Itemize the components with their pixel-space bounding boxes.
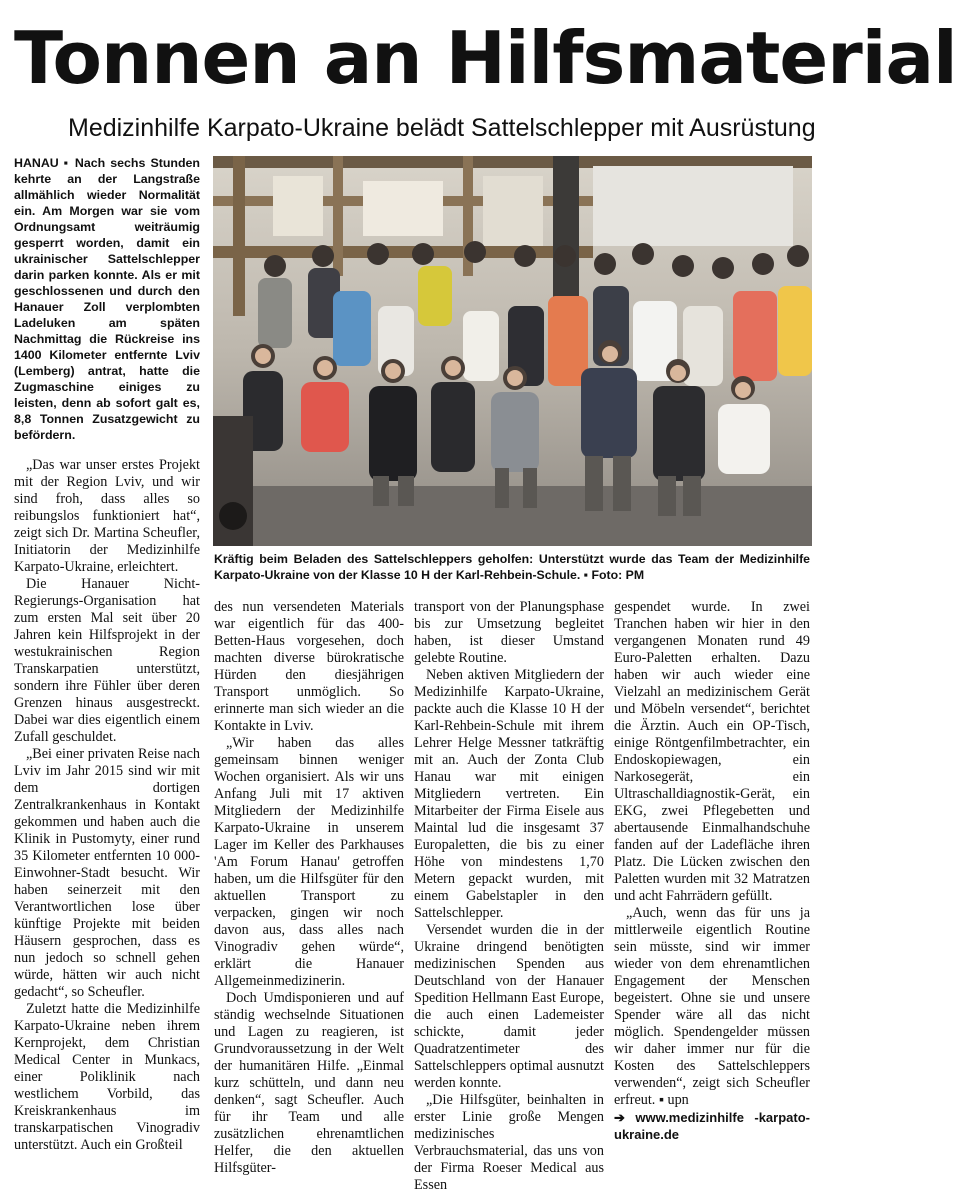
paragraph: Zuletzt hatte die Medizinhilfe Karpato-Ukraine neben ihrem Kernprojekt, dem Christian Medical Center in Munkacs, einer Poliklinik nach westlichem Vorbild, das Kreiskrankenhaus im transkarpatischen Vinogradiv unterstützt. Auch ein Großteil	[14, 1001, 200, 1153]
paragraph: Doch Umdisponieren und auf ständig wechselnde Situationen und Lagen zu reagieren, ist Grundvoraussetzung in der Welt der humanitären Hilfe. „Einmal kurz schütteln, und dann neu denken“, sagt Scheufler. Auch für ihr Team und alle zusätzlichen ehrenamtlichen Helfer, die den aktuellen Hilfsgüter-	[214, 990, 404, 1176]
paragraph: transport von der Planungsphase bis zur Umsetzung begleitet haben, ist dieser Umstand gelebte Routine.	[414, 599, 604, 666]
paragraph: „Das war unser erstes Projekt mit der Region Lviv, und wir sind froh, dass alles so reibungslos funktioniert hat“, zeigt sich Dr. Martina Scheufler, Initiatorin der Medizinhilfe Karpato-Ukraine, erleichtert.	[14, 457, 200, 575]
headline: Tonnen an Hilfsmaterial	[14, 16, 957, 100]
photo-caption: Kräftig beim Beladen des Sattelschleppers geholfen: Unterstützt wurde das Team der Medizinhilfe Karpato-Ukraine von der Klasse 10 H der Karl-Rehbein-Schule. ▪ Foto: PM	[214, 552, 810, 582]
web-link[interactable]: ➔ www.medizinhilfe -karpato-ukraine.de	[614, 1110, 810, 1142]
paragraph: „Auch, wenn das für uns ja mittlerweile eigentlich Routine sein müsste, sind wir immer wieder von dem ehrenamtlichen Engagement der Menschen begeistert. Ohne sie und unsere Spender wäre all das nicht möglich. Spendengelder müssen wir daher immer nur für die Kosten des Sattelschleppers verwenden“, zeigt sich Scheufler erfreut. ▪ upn	[614, 905, 810, 1108]
lead-text: Nach sechs Stunden kehrte an der Langstraße allmählich wieder Normalität ein. Am Morgen war sie vom Ordnungsamt weiträumig gesperrt worden, damit ein ukrainischer Sattelschlepper darin parken konnte. Als er mit geschlossenen und durch den Hanauer Zoll verplombten Ladeluken am späten Nachmittag die Rückreise ins 1400 Kilometer entfernte Lviv (Lemberg) antrat, hatte die Zugmaschine einiges zu leisten, denn ab sofort galt es, 8,8 Tonnen Zusatzgewicht zu befördern.	[14, 156, 201, 442]
paragraph: Versendet wurden die in der Ukraine dringend benötigten medizinischen Spenden aus Deutschland von der Hanauer Spedition Hellmann East Europe, die auch einen Lademeister schickte, damit jeder Quadratzentimeter des Sattelschleppers optimal ausnutzt werden konnte.	[414, 922, 604, 1091]
paragraph: gespendet wurde. In zwei Tranchen haben wir hier in den vergangenen Monaten rund 49 Euro-Paletten erhalten. Dazu haben wir auch wieder eine Vielzahl an medizinischem Gerät und Möbeln versendet“, berichtet die Ärztin. Auch ein OP-Tisch, einige Röntgenfilmbetrachter, ein Endoskopiewagen, ein Narkosegerät, ein Ultraschalldiagnostik-Gerät, ein EKG, zwei Pflegebetten und abertausende Einmalhandschuhe fanden auf der Ladefläche ihren Platz. Die Lücken zwischen den Paletten wurden mit 32 Matratzen und acht Fahrrädern gefüllt.	[614, 599, 810, 904]
group-photo-illustration	[213, 156, 812, 546]
lead-paragraph	[14, 155, 200, 443]
column-3	[414, 599, 604, 1194]
column-1	[14, 457, 200, 1154]
paragraph: „Bei einer privaten Reise nach Lviv im Jahr 2015 sind wir mit dem dortigen Zentralkrankenhaus in Kontakt gekommen und haben auch die Klinik in Pustomyty, einer rund 35 Kilometer entfernten 10 000-Einwohner-Stadt besucht. Wir haben seinerzeit mit den Verantwortlichen lose über künftige Projekte mit beiden Häusern gesprochen, dass es nun jedoch so schnell gehen würde, hätten wir auch nicht gedacht“, so Scheufler.	[14, 746, 200, 1000]
paragraph: „Wir haben das alles gemeinsam binnen weniger Wochen organisiert. Als wir uns Anfang Juli mit 17 aktiven Mitgliedern der Medizinhilfe Karpato-Ukraine in unserem Lager im Keller des Parkhauses 'Am Forum Hanau' getroffen haben, um die Hilfsgüter für den aktuellen Transport zu verpacken, gingen wir noch davon aus, dass alles nach Vinogradiv gehen würde“, erklärt die Hanauer Allgemeinmedizinerin.	[214, 735, 404, 989]
subheadline: Medizinhilfe Karpato-Ukraine belädt Sattelschlepper mit Ausrüstung	[68, 114, 816, 142]
paragraph: des nun versendeten Materials war eigentlich für das 400-Betten-Haus vorgesehen, doch machten diverse bürokratische Hürden den diesjährigen Transport unmöglich. So erinnerte man sich wieder an die Kontakte in Lviv.	[214, 599, 404, 734]
column-4	[614, 599, 810, 1143]
group-photo	[213, 156, 812, 546]
paragraph: Neben aktiven Mitgliedern der Medizinhilfe Karpato-Ukraine, packte auch die Klasse 10 H der Karl-Rehbein-Schule mit ihrem Lehrer Helge Messner tatkräftig mit an. Auch der Zonta Club Hanau war mit einigen Mitgliedern vertreten. Ein Mitarbeiter der Firma Eisele aus Maintal lud die insgesamt 37 Europaletten, die bis zu einer Höhe von mindestens 1,70 Metern gepackt wurden, mit einem Gabelstapler in den Sattelschlepper.	[414, 667, 604, 921]
paragraph: Die Hanauer Nicht-Regierungs-Organisation hat zum ersten Mal seit über 20 Jahren kein Hilfsprojekt in der westukrainischen Region Transkarpatien unterstützt, sondern ihre Fühler über deren Grenzen hinaus ausgestreckt. Dabei war dies eigentlich einem Zufall geschuldet.	[14, 576, 200, 745]
paragraph: „Die Hilfsgüter, beinhalten in erster Linie große Mengen medizinisches Verbrauchsmaterial, das uns von der Firma Roeser Medical aus Essen	[414, 1092, 604, 1193]
dateline: HANAU ▪	[14, 156, 70, 170]
column-2	[214, 599, 404, 1177]
